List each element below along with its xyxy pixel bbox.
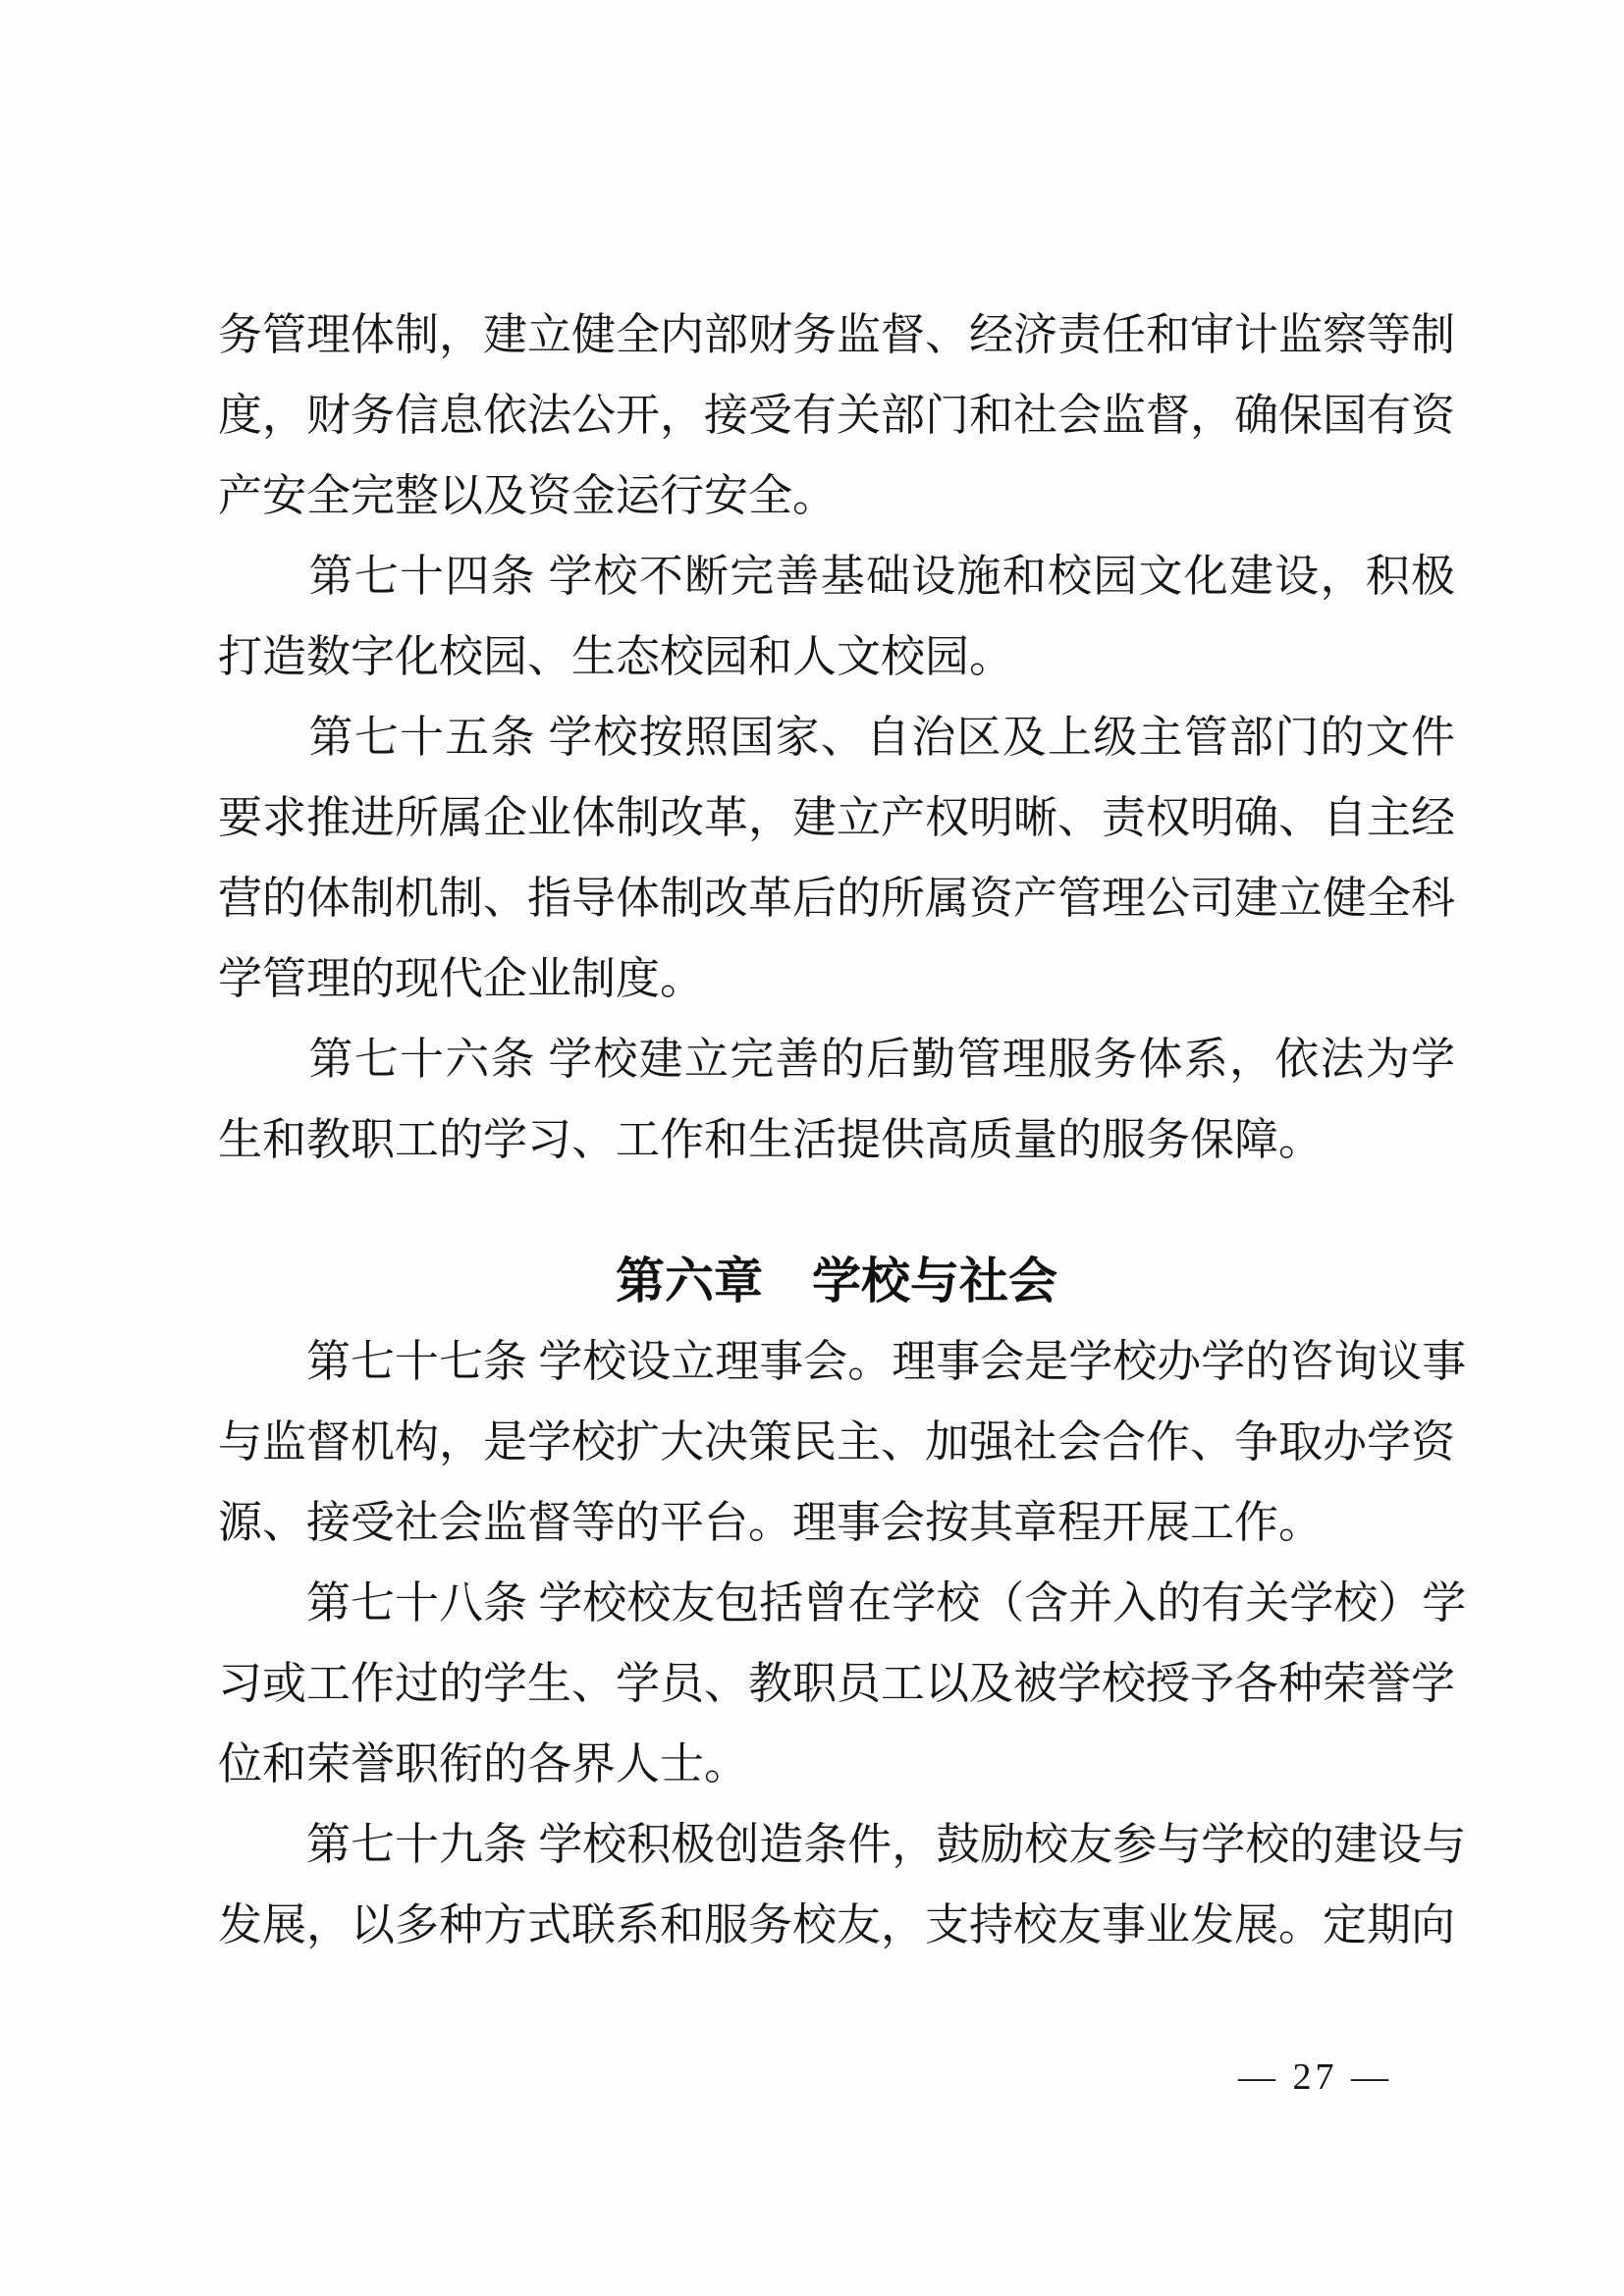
text-line: 第七十四条 学校不断完善基础设施和校园文化建设，积极 bbox=[218, 552, 1455, 601]
text-line: 要求推进所属企业体制改革，建立产权明晰、责权明确、自主经 bbox=[218, 793, 1456, 842]
document-body bbox=[218, 294, 1467, 1965]
text-line: 第七十八条 学校校友包括曾在学校（含并入的有关学校）学 bbox=[218, 1578, 1467, 1628]
text-line: 产安全完整以及资金运行安全。 bbox=[218, 471, 838, 520]
paragraph-article-77 bbox=[218, 1321, 1467, 1563]
text-line: 与监督机构，是学校扩大决策民主、加强社会合作、争取办学资 bbox=[218, 1417, 1456, 1467]
text-line: 打造数字化校园、生态校园和人文校园。 bbox=[218, 632, 1014, 681]
text-line: 源、接受社会监督等的平台。理事会按其章程开展工作。 bbox=[218, 1498, 1324, 1547]
text-line: 发展，以多种方式联系和服务校友，支持校友事业发展。定期向 bbox=[218, 1900, 1456, 1949]
paragraph-article-75 bbox=[218, 697, 1455, 1019]
paragraph-article-74 bbox=[218, 536, 1455, 697]
text-line: 习或工作过的学生、学员、教职员工以及被学校授予各种荣誉学 bbox=[218, 1659, 1456, 1708]
page-number: — 27 — bbox=[1238, 2056, 1392, 2098]
text-line: 位和荣誉职衔的各界人士。 bbox=[218, 1739, 749, 1789]
text-line: 第七十六条 学校建立完善的后勤管理服务体系，依法为学 bbox=[218, 1035, 1455, 1084]
text-line: 度，财务信息依法公开，接受有关部门和社会监督，确保国有资 bbox=[218, 391, 1456, 440]
paragraph-financial-system bbox=[218, 294, 1455, 536]
paragraph-article-79 bbox=[218, 1804, 1467, 1965]
text-line: 营的体制机制、指导体制改革后的所属资产管理公司建立健全科 bbox=[218, 874, 1456, 923]
text-line: 生和教职工的学习、工作和生活提供高质量的服务保障。 bbox=[218, 1115, 1324, 1164]
text-line: 第七十五条 学校按照国家、自治区及上级主管部门的文件 bbox=[218, 713, 1455, 762]
paragraph-article-76 bbox=[218, 1019, 1455, 1180]
text-line: 第七十七条 学校设立理事会。理事会是学校办学的咨询议事 bbox=[218, 1337, 1467, 1386]
text-line: 学管理的现代企业制度。 bbox=[218, 954, 705, 1003]
text-line: 第七十九条 学校积极创造条件，鼓励校友参与学校的建设与 bbox=[218, 1820, 1467, 1869]
text-line: 务管理体制，建立健全内部财务监督、经济责任和审计监察等制 bbox=[218, 310, 1456, 359]
paragraph-article-78 bbox=[218, 1563, 1467, 1804]
chapter-heading: 第六章 学校与社会 bbox=[616, 1254, 1057, 1308]
